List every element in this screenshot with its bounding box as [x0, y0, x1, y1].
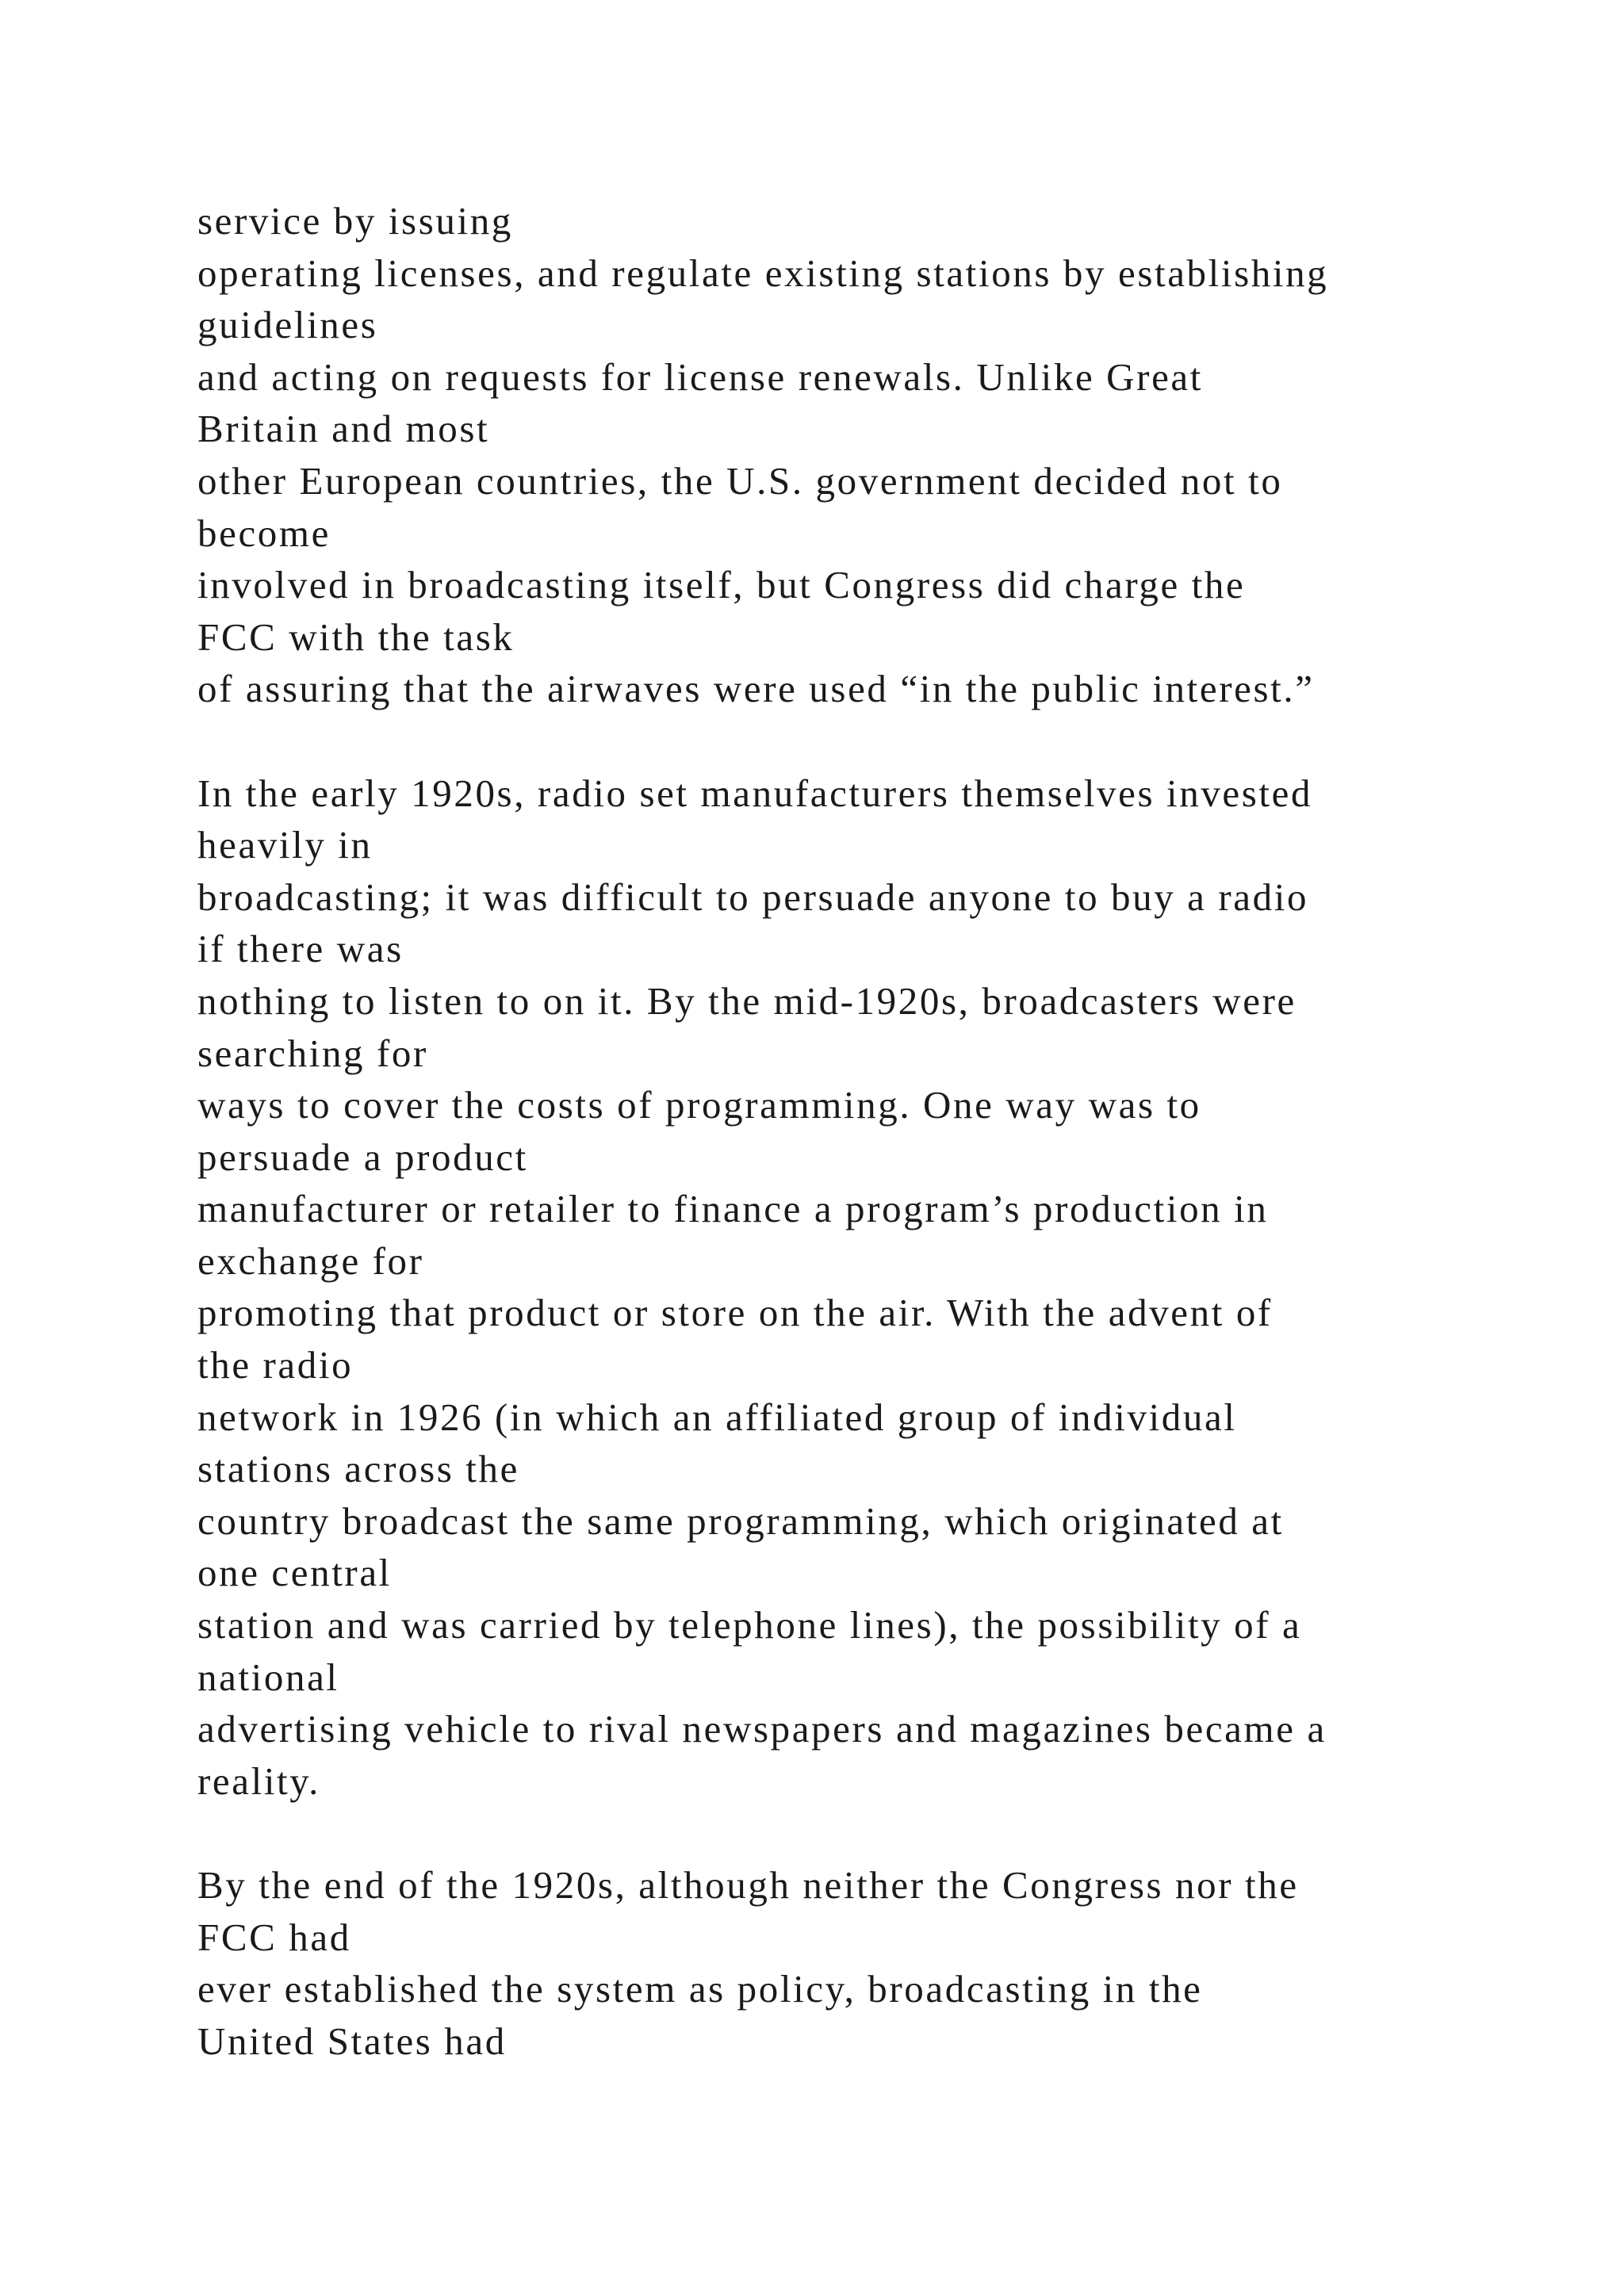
text-line: ways to cover the costs of programming. One way was to — [197, 1083, 1201, 1127]
text-line: Britain and most — [197, 407, 490, 451]
text-line: and acting on requests for license renewals. Unlike Great — [197, 354, 1203, 399]
text-line: one central — [197, 1551, 392, 1595]
text-line: other European countries, the U.S. government decided not to — [197, 458, 1283, 503]
text-line: searching for — [197, 1031, 428, 1075]
text-line: become — [197, 511, 331, 555]
text-line: heavily in — [197, 823, 373, 867]
text-line: network in 1926 (in which an affiliated group of individual — [197, 1395, 1237, 1439]
blank-line — [197, 1807, 1545, 1859]
text-line: of assuring that the airwaves were used “in the public interest.” — [197, 667, 1315, 711]
text-line: In the early 1920s, radio set manufacturers themselves invested — [197, 771, 1313, 815]
text-line: country broadcast the same programming, which originated at — [197, 1498, 1284, 1543]
text-line: the radio — [197, 1343, 354, 1387]
text-line: ever established the system as policy, broadcasting in the — [197, 1967, 1203, 2011]
text-line: broadcasting; it was difficult to persuade anyone to buy a radio — [197, 874, 1309, 919]
text-line: FCC with the task — [197, 614, 515, 659]
text-line: national — [197, 1655, 339, 1699]
text-line: reality. — [197, 1758, 321, 1803]
text-line: By the end of the 1920s, although neither the Congress nor the — [197, 1863, 1299, 1907]
text-line: operating licenses, and regulate existing stations by establishing — [197, 251, 1329, 295]
body-text — [197, 195, 1545, 2067]
text-line: stations across the — [197, 1447, 519, 1491]
blank-line — [197, 715, 1545, 767]
text-line: involved in broadcasting itself, but Congress did charge the — [197, 563, 1246, 607]
text-line: service by issuing — [197, 199, 513, 243]
text-line: promoting that product or store on the air. With the advent of — [197, 1291, 1273, 1335]
text-line: advertising vehicle to rival newspapers and magazines became a — [197, 1707, 1327, 1751]
text-line: manufacturer or retailer to finance a program’s production in — [197, 1187, 1269, 1231]
text-line: station and was carried by telephone lines), the possibility of a — [197, 1603, 1302, 1647]
text-line: if there was — [197, 927, 404, 971]
text-line: guidelines — [197, 303, 378, 347]
text-line: nothing to listen to on it. By the mid-1920s, broadcasters were — [197, 978, 1297, 1023]
text-line: FCC had — [197, 1915, 351, 1959]
text-line: persuade a product — [197, 1135, 528, 1179]
text-line: exchange for — [197, 1238, 424, 1283]
text-line: United States had — [197, 2019, 507, 2063]
